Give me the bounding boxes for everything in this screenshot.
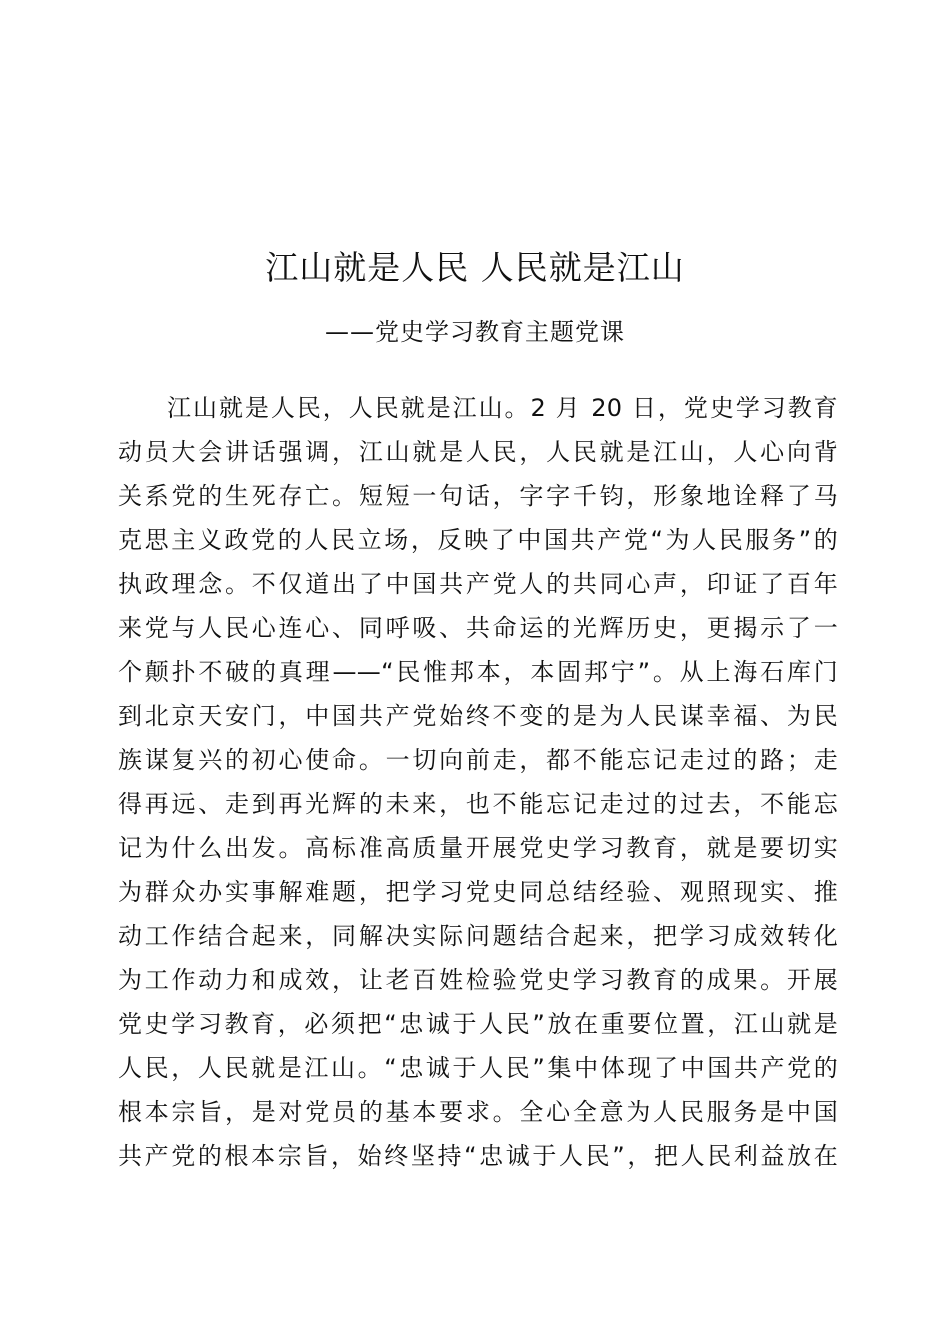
paragraph-line: 关系党的生死存亡。短短一句话，字字千钧，形象地诠释了马 [118, 482, 838, 510]
paragraph-line: 江山就是人民，人民就是江山。2 月 20 日，党史学习教育 [167, 394, 838, 422]
paragraph-line: 到北京天安门，中国共产党始终不变的是为人民谋幸福、为民 [118, 702, 838, 730]
body-paragraph [118, 386, 838, 1178]
paragraph-line: 为工作动力和成效，让老百姓检验党史学习教育的成果。开展 [118, 966, 838, 994]
paragraph-line: 族谋复兴的初心使命。一切向前走，都不能忘记走过的路；走 [118, 746, 838, 774]
paragraph-line: 共产党的根本宗旨，始终坚持“忠诚于人民”，把人民利益放在 [118, 1142, 838, 1170]
paragraph-line: 动工作结合起来，同解决实际问题结合起来，把学习成效转化 [118, 922, 838, 950]
paragraph-line: 克思主义政党的人民立场，反映了中国共产党“为人民服务”的 [118, 526, 838, 554]
paragraph-line: 根本宗旨，是对党员的基本要求。全心全意为人民服务是中国 [118, 1098, 838, 1126]
paragraph-line: 为群众办实事解难题，把学习党史同总结经验、观照现实、推 [118, 878, 838, 906]
document-title: 江山就是人民 人民就是江山 [265, 248, 685, 287]
document-subtitle: ——党史学习教育主题党课 [325, 318, 625, 346]
paragraph-line: 党史学习教育，必须把“忠诚于人民”放在重要位置，江山就是 [118, 1010, 838, 1038]
paragraph-line: 来党与人民心连心、同呼吸、共命运的光辉历史，更揭示了一 [118, 614, 838, 642]
paragraph-line: 得再远、走到再光辉的未来，也不能忘记走过的过去，不能忘 [118, 790, 838, 818]
paragraph-line: 个颠扑不破的真理——“民惟邦本，本固邦宁”。从上海石库门 [118, 658, 838, 686]
paragraph-line: 记为什么出发。高标准高质量开展党史学习教育，就是要切实 [118, 834, 838, 862]
paragraph-line: 人民，人民就是江山。“忠诚于人民”集中体现了中国共产党的 [118, 1054, 838, 1082]
paragraph-line: 执政理念。不仅道出了中国共产党人的共同心声，印证了百年 [118, 570, 838, 598]
paragraph-line: 动员大会讲话强调，江山就是人民，人民就是江山，人心向背 [118, 438, 838, 466]
